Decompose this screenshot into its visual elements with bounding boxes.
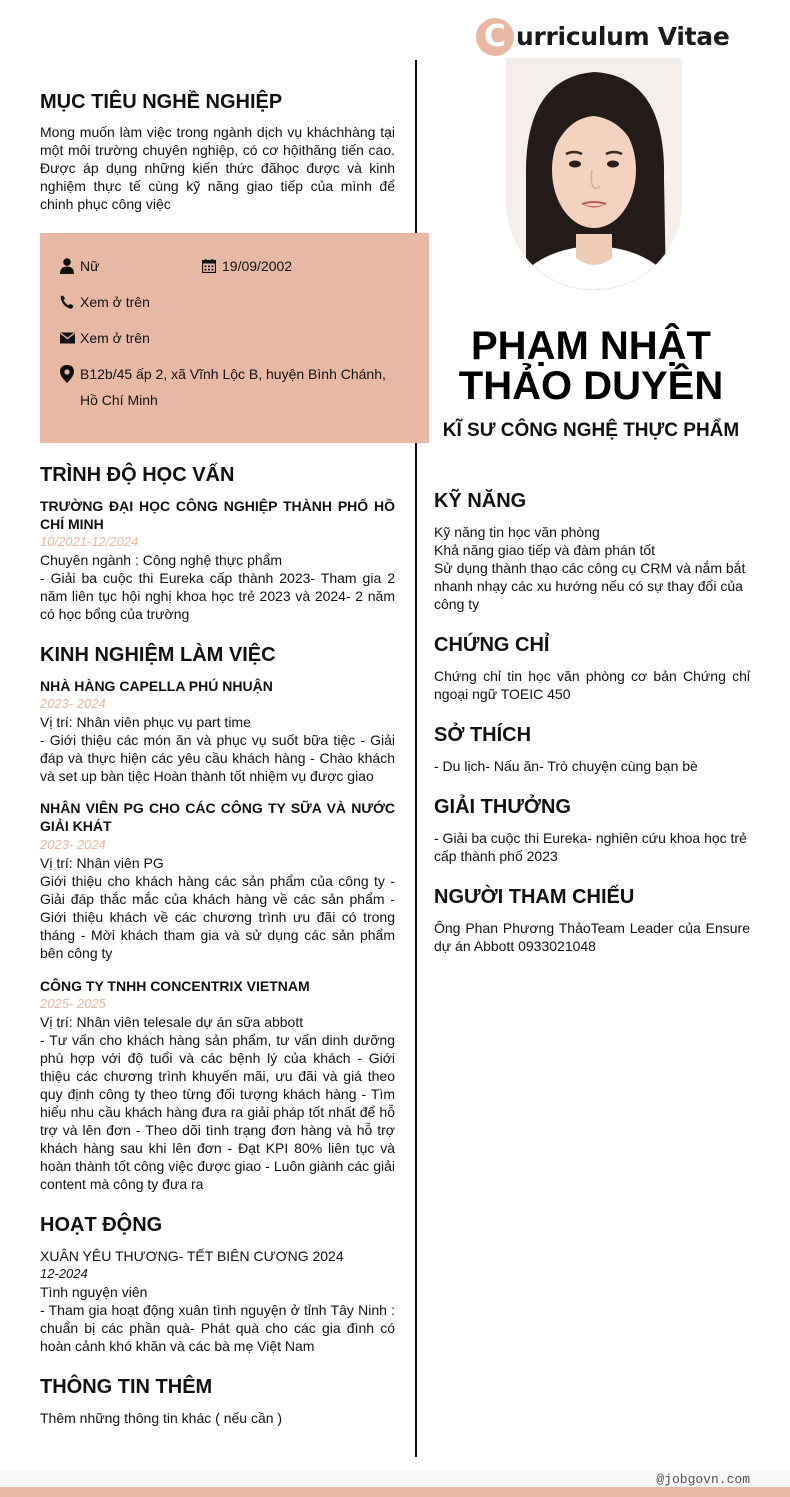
references-text: Ông Phan Phương ThảoTeam Leader của Ensure dự án Abbott 0933021048 <box>434 920 750 954</box>
education-heading: TRÌNH ĐỘ HỌC VẤN <box>40 464 235 486</box>
address-row <box>60 361 386 413</box>
activity-details: - Tham gia hoạt động xuân tình nguyện ở tỉnh Tây Ninh : chuẩn bị các phần quà- Phát quà cho các gia đình có hoàn cảnh khó khăn và các bà mẹ Việt Nam <box>40 1302 395 1354</box>
career-objective-heading: MỤC TIÊU NGHỀ NGHIỆP <box>40 91 283 113</box>
activity-role: Tình nguyện viên <box>40 1284 148 1300</box>
certificates-heading: CHỨNG CHỈ <box>434 634 550 656</box>
job-1-details: - Giới thiệu các món ăn và phục vụ suốt bữa tiệc - Giải đáp và thực hiện các yêu cầu khách hàng - Chào khách và set up bàn tiệc Hoàn thành tốt nhiệm vụ được giao <box>40 732 395 784</box>
job-2-dates: 2023- 2024 <box>40 837 106 852</box>
footer-watermark: @jobgovn.com <box>656 1472 750 1487</box>
logo-initial: C <box>476 18 514 56</box>
activity-dates: 12-2024 <box>40 1266 88 1281</box>
education-details: - Giải ba cuộc thi Eureka cấp thành 2023- Tham gia 2 năm liên tục hội nghị khoa học trẻ 2023 và 2024- 2 năm có học bổng của trường <box>40 570 395 622</box>
education-dates: 10/2021-12/2024 <box>40 534 139 549</box>
experience-heading: KINH NGHIỆM LÀM VIỆC <box>40 644 276 666</box>
hobbies-text: - Du lịch- Nấu ăn- Trò chuyện cùng bạn bè <box>434 758 698 774</box>
education-school: TRƯỜNG ĐẠI HỌC CÔNG NGHIỆP THÀNH PHỐ HỒ CHÍ MINH <box>40 498 395 532</box>
personal-info-box <box>40 233 429 443</box>
person-icon <box>60 253 80 279</box>
candidate-name <box>430 326 752 406</box>
gender-row <box>60 253 99 279</box>
candidate-role: KĨ SƯ CÔNG NGHỆ THỰC PHẨM <box>442 420 740 441</box>
job-3-dates: 2025- 2025 <box>40 996 106 1011</box>
name-line-2: THẢO DUYÊN <box>458 364 724 408</box>
job-3-position: Vị trí: Nhân viên telesale dự án sữa abbott <box>40 1014 304 1030</box>
location-pin-icon <box>60 361 80 387</box>
awards-heading: GIẢI THƯỞNG <box>434 796 571 818</box>
career-objective-text: Mong muốn làm việc trong ngành dịch vụ kháchhàng tại một môi trường chuyên nghiệp, có cơ hộithăng tiến cao. Được áp dụng những kiến thức đãhọc được và kinh nghiệm thực tế cùng kỹ năng giao tiếp của mình để chinh phục công việc <box>40 124 395 212</box>
skills-list <box>434 523 750 613</box>
email-row <box>60 325 150 351</box>
name-line-1: PHẠM NHẬT <box>471 324 711 368</box>
profile-photo <box>506 58 682 290</box>
address-line-2: Hồ Chí Minh <box>80 392 158 408</box>
education-major: Chuyên ngành : Công nghệ thực phẩm <box>40 552 283 568</box>
birthdate-value: 19/09/2002 <box>222 258 293 274</box>
job-3-company: CÔNG TY TNHH CONCENTRIX VIETNAM <box>40 978 310 994</box>
additional-text: Thêm những thông tin khác ( nếu cần ) <box>40 1410 283 1426</box>
address-line-1: B12b/45 ấp 2, xã Vĩnh Lộc B, huyện Bình Chánh, <box>80 366 386 382</box>
skill-item: Sử dụng thành thạo các công cụ CRM và nắm bắt nhanh nhạy các xu hướng nếu có sự thay đổi của công ty <box>434 560 746 612</box>
skill-item: Kỹ năng tin học văn phòng <box>434 524 600 540</box>
job-1-company: NHÀ HÀNG CAPELLA PHÚ NHUẬN <box>40 678 273 694</box>
job-1-dates: 2023- 2024 <box>40 696 106 711</box>
job-3-details: - Tư vấn cho khách hàng sản phẩm, tư vấn dinh dưỡng phù hợp với độ tuổi và các bệnh lý của khách - Giới thiệu các chương trình khuyến mãi, ưu đãi và giá theo quy định công ty theo từng đối tượng khách hàng - Tìm hiểu nhu cầu khách hàng đưa ra giải pháp tốt nhất để hỗ trợ và lên đơn - Theo dõi tình trạng đơn hàng và hỗ trợ khách hàng sau khi lên đơn - Đạt KPI 80% liên tục và hoàn thành tốt công việc được giao - Luôn giành các giải content mà công ty đưa ra <box>40 1032 395 1192</box>
job-2-position: Vị trí: Nhân viên PG <box>40 855 164 871</box>
references-heading: NGƯỜI THAM CHIẾU <box>434 886 635 908</box>
phone-row <box>60 289 150 315</box>
phone-value: Xem ở trên <box>80 294 150 310</box>
job-1-position: Vị trí: Nhân viên phục vụ part time <box>40 714 251 730</box>
certificates-text: Chứng chỉ tin học văn phòng cơ bản Chứng chỉ ngoại ngữ TOEIC 450 <box>434 668 750 702</box>
footer-bar <box>0 1487 790 1497</box>
job-2-details: Giới thiệu cho khách hàng các sản phẩm của công ty - Giải đáp thắc mắc của khách hàng về các sản phẩm - Giới thiệu khách về các chương trình ưu đãi có trong tháng - Mời khách tham gia và sử dụng các sản phẩm bên công ty <box>40 873 395 961</box>
envelope-icon <box>60 325 80 351</box>
skills-heading: KỸ NĂNG <box>434 490 527 512</box>
activities-heading: HOẠT ĐỘNG <box>40 1214 163 1236</box>
job-2-company: NHÂN VIÊN PG CHO CÁC CÔNG TY SỮA VÀ NƯỚC GIẢI KHÁT <box>40 800 395 834</box>
gender-value: Nữ <box>80 258 100 274</box>
hobbies-heading: SỞ THÍCH <box>434 724 532 746</box>
calendar-icon <box>202 253 222 279</box>
skill-item: Khả năng giao tiếp và đàm phán tốt <box>434 542 656 558</box>
awards-text: - Giải ba cuộc thi Eureka- nghiên cứu khoa học trẻ cấp thành phố 2023 <box>434 830 747 864</box>
email-value: Xem ở trên <box>80 330 150 346</box>
cv-logo <box>476 16 736 60</box>
activity-name: XUÂN YÊU THƯƠNG- TẾT BIÊN CƯƠNG 2024 <box>40 1248 344 1264</box>
phone-icon <box>60 289 80 315</box>
birthdate-row <box>202 253 292 279</box>
logo-text: urriculum Vitae <box>516 22 730 51</box>
additional-heading: THÔNG TIN THÊM <box>40 1376 213 1398</box>
